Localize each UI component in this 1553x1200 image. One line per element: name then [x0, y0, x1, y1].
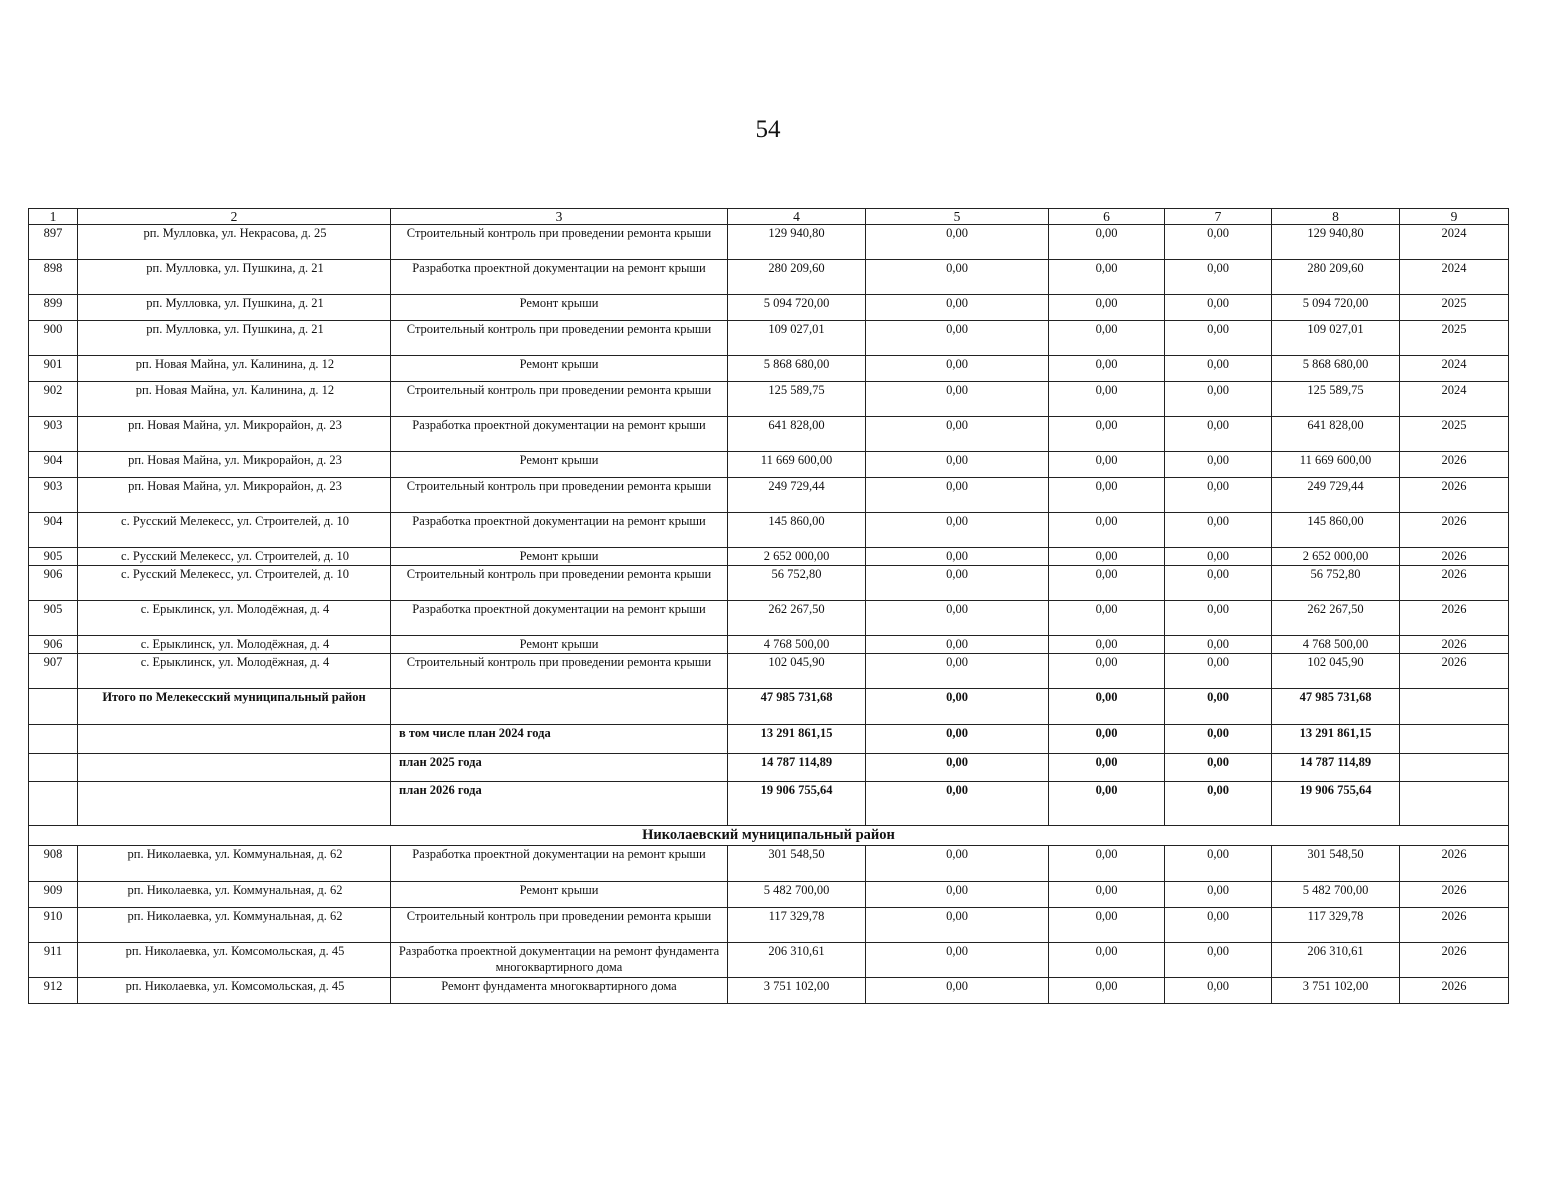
address: рп. Николаевка, ул. Коммунальная, д. 62 [78, 845, 391, 881]
address [78, 725, 391, 754]
year: 2026 [1400, 513, 1509, 548]
amount-col4: 3 751 102,00 [728, 977, 866, 1003]
address: рп. Новая Майна, ул. Микрорайон, д. 23 [78, 452, 391, 478]
amount-col6: 0,00 [1049, 654, 1165, 689]
column-header-6: 6 [1049, 209, 1165, 225]
amount-col8: 206 310,61 [1272, 942, 1400, 977]
amount-col5: 0,00 [866, 881, 1049, 907]
row-number: 905 [29, 548, 78, 566]
amount-col8: 262 267,50 [1272, 601, 1400, 636]
amount-col4: 4 768 500,00 [728, 636, 866, 654]
year [1400, 782, 1509, 826]
amount-col6: 0,00 [1049, 225, 1165, 260]
amount-col7: 0,00 [1165, 654, 1272, 689]
amount-c5: 0,00 [866, 689, 1049, 725]
year: 2026 [1400, 942, 1509, 977]
work-type: Ремонт крыши [391, 356, 728, 382]
table-row [29, 260, 1509, 295]
amount-col6: 0,00 [1049, 636, 1165, 654]
table-row [29, 321, 1509, 356]
work-type: Разработка проектной документации на ремонт крыши [391, 260, 728, 295]
year: 2026 [1400, 548, 1509, 566]
address: с. Ерыклинск, ул. Молодёжная, д. 4 [78, 636, 391, 654]
amount-c4: 47 985 731,68 [728, 689, 866, 725]
work-type: Разработка проектной документации на ремонт крыши [391, 417, 728, 452]
address [78, 782, 391, 826]
amount-col6: 0,00 [1049, 881, 1165, 907]
amount-col5: 0,00 [866, 977, 1049, 1003]
work-type: Строительный контроль при проведении ремонта крыши [391, 654, 728, 689]
amount-col7: 0,00 [1165, 942, 1272, 977]
row-number: 905 [29, 601, 78, 636]
amount-col7: 0,00 [1165, 478, 1272, 513]
row-number: 912 [29, 977, 78, 1003]
amount-col4: 117 329,78 [728, 907, 866, 942]
table-row [29, 845, 1509, 881]
amount-col4: 5 868 680,00 [728, 356, 866, 382]
plan-row [29, 754, 1509, 782]
row-number: 909 [29, 881, 78, 907]
row-number: 904 [29, 452, 78, 478]
row-number: 899 [29, 295, 78, 321]
address: рп. Новая Майна, ул. Калинина, д. 12 [78, 356, 391, 382]
row-number [29, 754, 78, 782]
amount-col6: 0,00 [1049, 977, 1165, 1003]
amount-col4: 129 940,80 [728, 225, 866, 260]
amount-col8: 249 729,44 [1272, 478, 1400, 513]
amount-col5: 0,00 [866, 382, 1049, 417]
amount-col6: 0,00 [1049, 566, 1165, 601]
amount-col5: 0,00 [866, 452, 1049, 478]
amount-col7: 0,00 [1165, 636, 1272, 654]
column-header-5: 5 [866, 209, 1049, 225]
amount-col7: 0,00 [1165, 601, 1272, 636]
work-type: Ремонт крыши [391, 881, 728, 907]
work-type: Строительный контроль при проведении ремонта крыши [391, 321, 728, 356]
work-type: Ремонт крыши [391, 548, 728, 566]
amount-c4: 13 291 861,15 [728, 725, 866, 754]
amount-col7: 0,00 [1165, 260, 1272, 295]
amount-c5: 0,00 [866, 782, 1049, 826]
amount-col7: 0,00 [1165, 881, 1272, 907]
work-type: Строительный контроль при проведении ремонта крыши [391, 478, 728, 513]
amount-col6: 0,00 [1049, 513, 1165, 548]
year: 2026 [1400, 566, 1509, 601]
row-number: 906 [29, 636, 78, 654]
amount-c8: 47 985 731,68 [1272, 689, 1400, 725]
amount-col7: 0,00 [1165, 452, 1272, 478]
row-number [29, 725, 78, 754]
year: 2025 [1400, 417, 1509, 452]
page-number: 54 [755, 116, 781, 143]
amount-c5: 0,00 [866, 725, 1049, 754]
amount-col5: 0,00 [866, 636, 1049, 654]
amount-col8: 301 548,50 [1272, 845, 1400, 881]
table-row [29, 881, 1509, 907]
table-row [29, 636, 1509, 654]
work-type [391, 689, 728, 725]
column-header-7: 7 [1165, 209, 1272, 225]
amount-col5: 0,00 [866, 845, 1049, 881]
address: с. Ерыклинск, ул. Молодёжная, д. 4 [78, 654, 391, 689]
amount-col6: 0,00 [1049, 452, 1165, 478]
amount-col4: 125 589,75 [728, 382, 866, 417]
year [1400, 754, 1509, 782]
amount-col8: 5 094 720,00 [1272, 295, 1400, 321]
row-number: 900 [29, 321, 78, 356]
row-number: 908 [29, 845, 78, 881]
amount-col8: 5 868 680,00 [1272, 356, 1400, 382]
amount-col8: 4 768 500,00 [1272, 636, 1400, 654]
work-type: Строительный контроль при проведении ремонта крыши [391, 382, 728, 417]
table-row [29, 225, 1509, 260]
amount-col5: 0,00 [866, 566, 1049, 601]
amount-col7: 0,00 [1165, 417, 1272, 452]
year: 2026 [1400, 654, 1509, 689]
work-type: Строительный контроль при проведении ремонта крыши [391, 225, 728, 260]
amount-c7: 0,00 [1165, 782, 1272, 826]
amount-col7: 0,00 [1165, 907, 1272, 942]
row-number: 903 [29, 417, 78, 452]
year [1400, 725, 1509, 754]
year: 2026 [1400, 478, 1509, 513]
amount-col4: 5 094 720,00 [728, 295, 866, 321]
row-number: 901 [29, 356, 78, 382]
plan-row [29, 725, 1509, 754]
year: 2026 [1400, 845, 1509, 881]
district-title: Николаевский муниципальный район [29, 826, 1509, 846]
table-row [29, 417, 1509, 452]
address: с. Русский Мелекесс, ул. Строителей, д. 10 [78, 566, 391, 601]
table-row [29, 452, 1509, 478]
address: рп. Николаевка, ул. Комсомольская, д. 45 [78, 977, 391, 1003]
year: 2024 [1400, 260, 1509, 295]
work-type: Разработка проектной документации на ремонт фундамента многоквартирного дома [391, 942, 728, 977]
amount-col7: 0,00 [1165, 513, 1272, 548]
amount-col5: 0,00 [866, 321, 1049, 356]
amount-col4: 280 209,60 [728, 260, 866, 295]
table-row [29, 513, 1509, 548]
amount-col6: 0,00 [1049, 417, 1165, 452]
amount-col8: 11 669 600,00 [1272, 452, 1400, 478]
address: рп. Мулловка, ул. Некрасова, д. 25 [78, 225, 391, 260]
year: 2025 [1400, 295, 1509, 321]
repair-plan-table [28, 208, 1509, 1004]
table-row [29, 654, 1509, 689]
amount-col7: 0,00 [1165, 295, 1272, 321]
amount-col7: 0,00 [1165, 356, 1272, 382]
amount-col8: 641 828,00 [1272, 417, 1400, 452]
amount-col5: 0,00 [866, 260, 1049, 295]
amount-col5: 0,00 [866, 356, 1049, 382]
amount-col6: 0,00 [1049, 260, 1165, 295]
plan-row [29, 782, 1509, 826]
column-header-8: 8 [1272, 209, 1400, 225]
address: рп. Новая Майна, ул. Микрорайон, д. 23 [78, 478, 391, 513]
amount-col6: 0,00 [1049, 478, 1165, 513]
amount-col4: 301 548,50 [728, 845, 866, 881]
amount-col7: 0,00 [1165, 845, 1272, 881]
amount-col6: 0,00 [1049, 382, 1165, 417]
year: 2024 [1400, 225, 1509, 260]
address: рп. Николаевка, ул. Комсомольская, д. 45 [78, 942, 391, 977]
amount-col8: 102 045,90 [1272, 654, 1400, 689]
amount-col5: 0,00 [866, 654, 1049, 689]
year: 2024 [1400, 382, 1509, 417]
year [1400, 689, 1509, 725]
row-number: 907 [29, 654, 78, 689]
amount-col8: 145 860,00 [1272, 513, 1400, 548]
amount-col4: 5 482 700,00 [728, 881, 866, 907]
amount-col4: 102 045,90 [728, 654, 866, 689]
summary-label: план 2025 года [391, 754, 728, 782]
amount-col4: 206 310,61 [728, 942, 866, 977]
amount-col7: 0,00 [1165, 321, 1272, 356]
table-row [29, 478, 1509, 513]
address: с. Русский Мелекесс, ул. Строителей, д. 10 [78, 513, 391, 548]
address: с. Ерыклинск, ул. Молодёжная, д. 4 [78, 601, 391, 636]
amount-col8: 3 751 102,00 [1272, 977, 1400, 1003]
amount-col4: 262 267,50 [728, 601, 866, 636]
year: 2024 [1400, 356, 1509, 382]
amount-col8: 280 209,60 [1272, 260, 1400, 295]
amount-col5: 0,00 [866, 225, 1049, 260]
table-row [29, 942, 1509, 977]
amount-col7: 0,00 [1165, 566, 1272, 601]
amount-col4: 109 027,01 [728, 321, 866, 356]
row-number: 903 [29, 478, 78, 513]
year: 2026 [1400, 907, 1509, 942]
amount-col8: 125 589,75 [1272, 382, 1400, 417]
column-header-9: 9 [1400, 209, 1509, 225]
address: рп. Николаевка, ул. Коммунальная, д. 62 [78, 881, 391, 907]
address: рп. Мулловка, ул. Пушкина, д. 21 [78, 260, 391, 295]
amount-col4: 2 652 000,00 [728, 548, 866, 566]
amount-col6: 0,00 [1049, 601, 1165, 636]
row-number: 897 [29, 225, 78, 260]
amount-col6: 0,00 [1049, 907, 1165, 942]
row-number: 898 [29, 260, 78, 295]
amount-col6: 0,00 [1049, 845, 1165, 881]
table-header-row [29, 209, 1509, 225]
row-number: 904 [29, 513, 78, 548]
amount-c7: 0,00 [1165, 725, 1272, 754]
row-number: 911 [29, 942, 78, 977]
district-row [29, 826, 1509, 846]
year: 2025 [1400, 321, 1509, 356]
table-row [29, 382, 1509, 417]
row-number [29, 689, 78, 725]
amount-c6: 0,00 [1049, 782, 1165, 826]
address: рп. Мулловка, ул. Пушкина, д. 21 [78, 295, 391, 321]
amount-c5: 0,00 [866, 754, 1049, 782]
amount-col8: 5 482 700,00 [1272, 881, 1400, 907]
work-type: Ремонт крыши [391, 636, 728, 654]
amount-col4: 145 860,00 [728, 513, 866, 548]
amount-col4: 11 669 600,00 [728, 452, 866, 478]
amount-col6: 0,00 [1049, 942, 1165, 977]
amount-col7: 0,00 [1165, 382, 1272, 417]
table-row [29, 295, 1509, 321]
amount-c6: 0,00 [1049, 754, 1165, 782]
work-type: Ремонт фундамента многоквартирного дома [391, 977, 728, 1003]
total-row [29, 689, 1509, 725]
amount-c8: 19 906 755,64 [1272, 782, 1400, 826]
column-header-1: 1 [29, 209, 78, 225]
work-type: Строительный контроль при проведении ремонта крыши [391, 907, 728, 942]
year: 2026 [1400, 881, 1509, 907]
column-header-3: 3 [391, 209, 728, 225]
amount-col5: 0,00 [866, 295, 1049, 321]
work-type: Разработка проектной документации на ремонт крыши [391, 601, 728, 636]
column-header-4: 4 [728, 209, 866, 225]
row-number: 910 [29, 907, 78, 942]
amount-col6: 0,00 [1049, 356, 1165, 382]
amount-c8: 14 787 114,89 [1272, 754, 1400, 782]
amount-col8: 129 940,80 [1272, 225, 1400, 260]
amount-col5: 0,00 [866, 907, 1049, 942]
address: рп. Новая Майна, ул. Микрорайон, д. 23 [78, 417, 391, 452]
row-number: 906 [29, 566, 78, 601]
amount-col6: 0,00 [1049, 295, 1165, 321]
amount-col8: 56 752,80 [1272, 566, 1400, 601]
year: 2026 [1400, 977, 1509, 1003]
summary-label: Итого по Мелекесский муниципальный район [78, 689, 391, 725]
summary-label: план 2026 года [391, 782, 728, 826]
amount-c7: 0,00 [1165, 754, 1272, 782]
amount-col5: 0,00 [866, 417, 1049, 452]
table-row [29, 356, 1509, 382]
table-row [29, 601, 1509, 636]
amount-c6: 0,00 [1049, 689, 1165, 725]
amount-c4: 19 906 755,64 [728, 782, 866, 826]
amount-col6: 0,00 [1049, 321, 1165, 356]
amount-col7: 0,00 [1165, 977, 1272, 1003]
amount-c7: 0,00 [1165, 689, 1272, 725]
table-row [29, 548, 1509, 566]
row-number: 902 [29, 382, 78, 417]
table-row [29, 977, 1509, 1003]
amount-col4: 56 752,80 [728, 566, 866, 601]
work-type: Ремонт крыши [391, 295, 728, 321]
amount-col5: 0,00 [866, 513, 1049, 548]
work-type: Разработка проектной документации на ремонт крыши [391, 513, 728, 548]
address: рп. Николаевка, ул. Коммунальная, д. 62 [78, 907, 391, 942]
address: с. Русский Мелекесс, ул. Строителей, д. 10 [78, 548, 391, 566]
address [78, 754, 391, 782]
amount-col7: 0,00 [1165, 548, 1272, 566]
table-row [29, 566, 1509, 601]
year: 2026 [1400, 636, 1509, 654]
summary-label: в том числе план 2024 года [391, 725, 728, 754]
table-row [29, 907, 1509, 942]
year: 2026 [1400, 452, 1509, 478]
work-type: Строительный контроль при проведении ремонта крыши [391, 566, 728, 601]
row-number [29, 782, 78, 826]
amount-col5: 0,00 [866, 548, 1049, 566]
amount-col5: 0,00 [866, 942, 1049, 977]
work-type: Разработка проектной документации на ремонт крыши [391, 845, 728, 881]
amount-col7: 0,00 [1165, 225, 1272, 260]
work-type: Ремонт крыши [391, 452, 728, 478]
amount-c4: 14 787 114,89 [728, 754, 866, 782]
column-header-2: 2 [78, 209, 391, 225]
amount-col8: 117 329,78 [1272, 907, 1400, 942]
amount-col4: 641 828,00 [728, 417, 866, 452]
year: 2026 [1400, 601, 1509, 636]
address: рп. Новая Майна, ул. Калинина, д. 12 [78, 382, 391, 417]
address: рп. Мулловка, ул. Пушкина, д. 21 [78, 321, 391, 356]
amount-col5: 0,00 [866, 601, 1049, 636]
amount-col8: 2 652 000,00 [1272, 548, 1400, 566]
amount-c8: 13 291 861,15 [1272, 725, 1400, 754]
amount-col4: 249 729,44 [728, 478, 866, 513]
amount-col5: 0,00 [866, 478, 1049, 513]
amount-col8: 109 027,01 [1272, 321, 1400, 356]
amount-c6: 0,00 [1049, 725, 1165, 754]
amount-col6: 0,00 [1049, 548, 1165, 566]
